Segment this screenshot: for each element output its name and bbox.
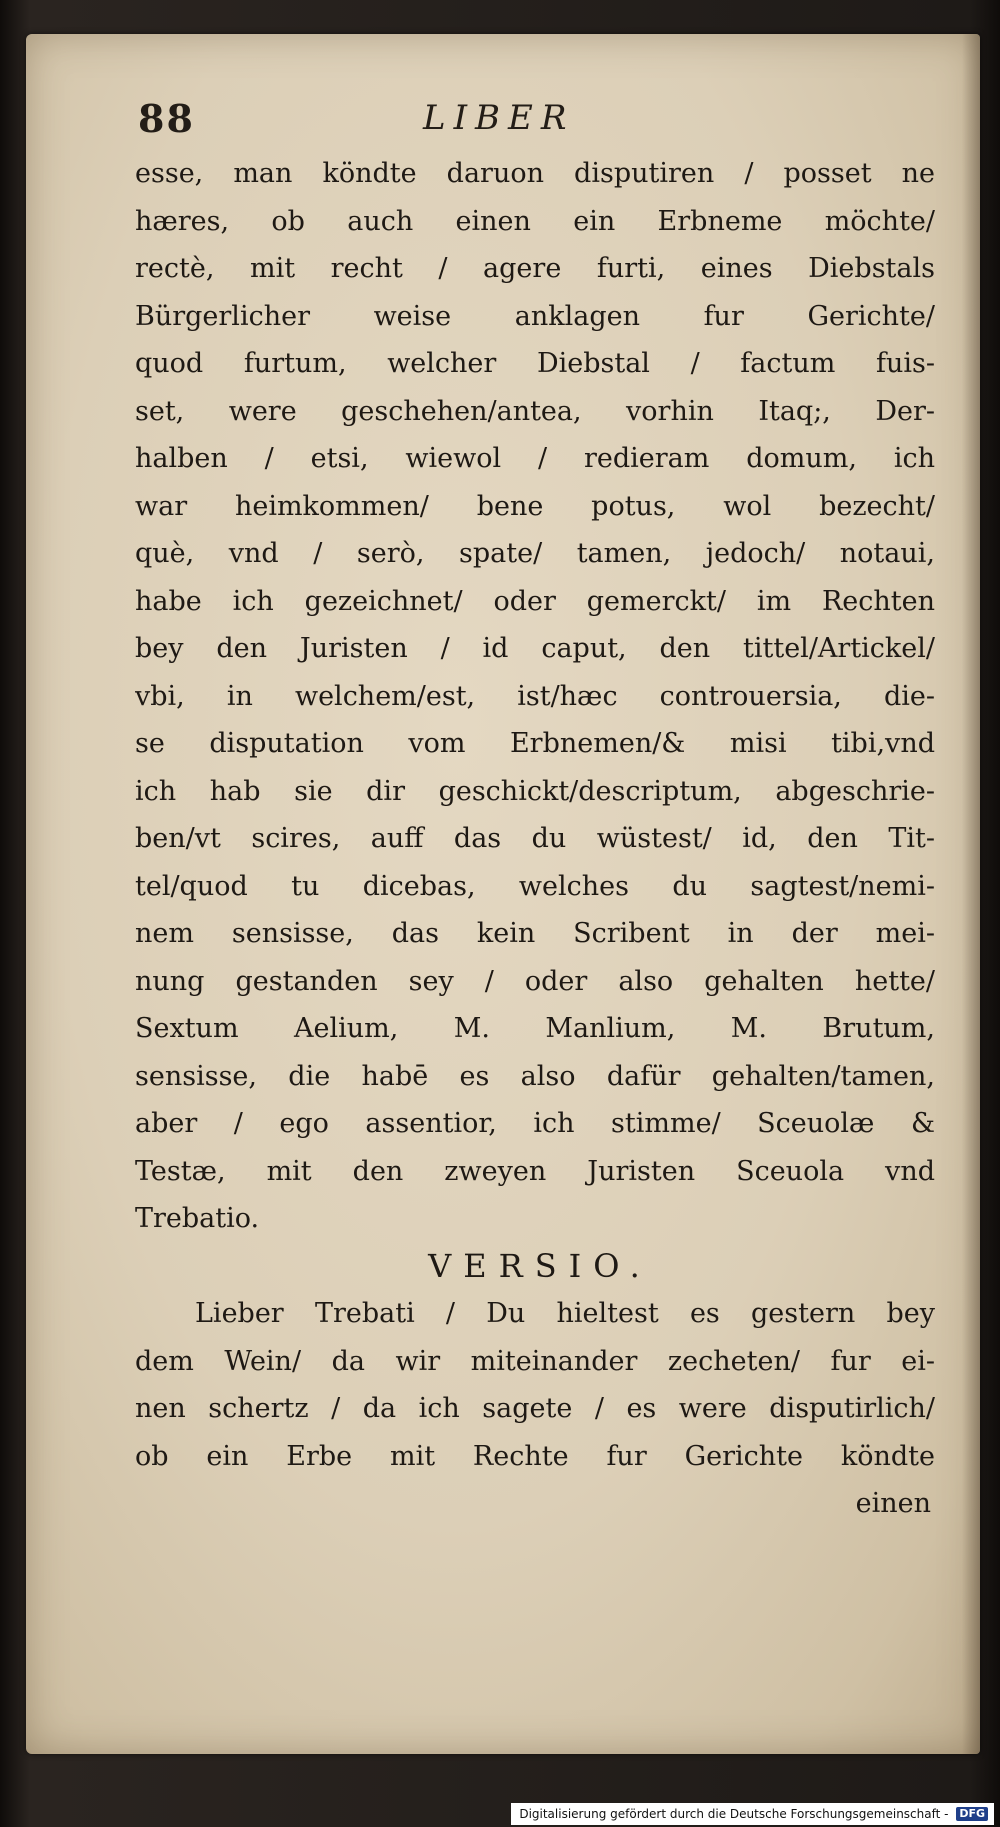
page-header: [138, 96, 658, 148]
catchword: einen: [855, 1488, 931, 1519]
versio-line: Lieber Trebati / Du hieltest es gestern bey: [195, 1298, 935, 1329]
running-head: LIBER: [423, 98, 575, 138]
text-line: aber / ego assentior, ich stimme/ Sceuolæ &: [135, 1108, 935, 1139]
page-text: [135, 150, 935, 1528]
dfg-logo: DFG: [956, 1807, 988, 1821]
text-line: esse, man köndte daruon disputiren / posset ne: [135, 158, 935, 189]
versio-line: ob ein Erbe mit Rechte fur Gerichte köndte: [135, 1440, 935, 1472]
text-line: nem sensisse, das kein Scribent in der mei-: [135, 918, 935, 949]
text-line: què, vnd / serò, spate/ tamen, jedoch/ notaui,: [135, 538, 935, 569]
text-line: bey den Juristen / id caput, den tittel/Artickel/: [135, 633, 935, 664]
text-line: nung gestanden sey / oder also gehalten hette/: [135, 965, 935, 997]
text-line: Bürgerlicher weise anklagen fur Gerichte/: [135, 300, 935, 332]
text-line: habe ich gezeichnet/ oder gemerckt/ im Rechten: [135, 585, 935, 617]
text-line: halben / etsi, wiewol / redieram domum, ich: [135, 443, 935, 474]
text-line: war heimkommen/ bene potus, wol bezecht/: [135, 490, 935, 522]
text-line: tel/quod tu dicebas, welches du sagtest/nemi-: [135, 870, 935, 902]
section-heading: VERSIO.: [428, 1246, 652, 1285]
text-line-last: Trebatio.: [135, 1203, 260, 1234]
versio-line: dem Wein/ da wir miteinander zecheten/ fur ei-: [135, 1345, 935, 1377]
text-line: ich hab sie dir geschickt/descriptum, abgeschrie-: [135, 775, 935, 807]
text-line: hæres, ob auch einen ein Erbneme möchte/: [135, 205, 935, 237]
text-line: vbi, in welchem/est, ist/hæc controuersia, die-: [135, 680, 935, 712]
text-line: sensisse, die habē es also dafür gehalten/tamen,: [135, 1060, 935, 1092]
text-line: Sextum Aelium, M. Manlium, M. Brutum,: [135, 1013, 935, 1044]
digitization-credit: [511, 1803, 994, 1825]
page-number: 88: [138, 96, 195, 141]
text-line: se disputation vom Erbnemen/& misi tibi,vnd: [135, 728, 935, 759]
text-line: set, were geschehen/antea, vorhin Itaq;, Der-: [135, 395, 935, 427]
text-line: quod furtum, welcher Diebstal / factum fuis-: [135, 348, 935, 379]
credit-text: Digitalisierung gefördert durch die Deutsche Forschungsgemeinschaft -: [519, 1807, 949, 1821]
versio-line: nen schertz / da ich sagete / es were disputirlich/: [135, 1393, 935, 1424]
page-edge-shadow: [962, 34, 980, 1754]
text-line: rectè, mit recht / agere furti, eines Diebstals: [135, 253, 935, 284]
text-line: Testæ, mit den zweyen Juristen Sceuola vnd: [135, 1155, 935, 1187]
text-line: ben/vt scires, auff das du wüstest/ id, den Tit-: [135, 823, 935, 854]
